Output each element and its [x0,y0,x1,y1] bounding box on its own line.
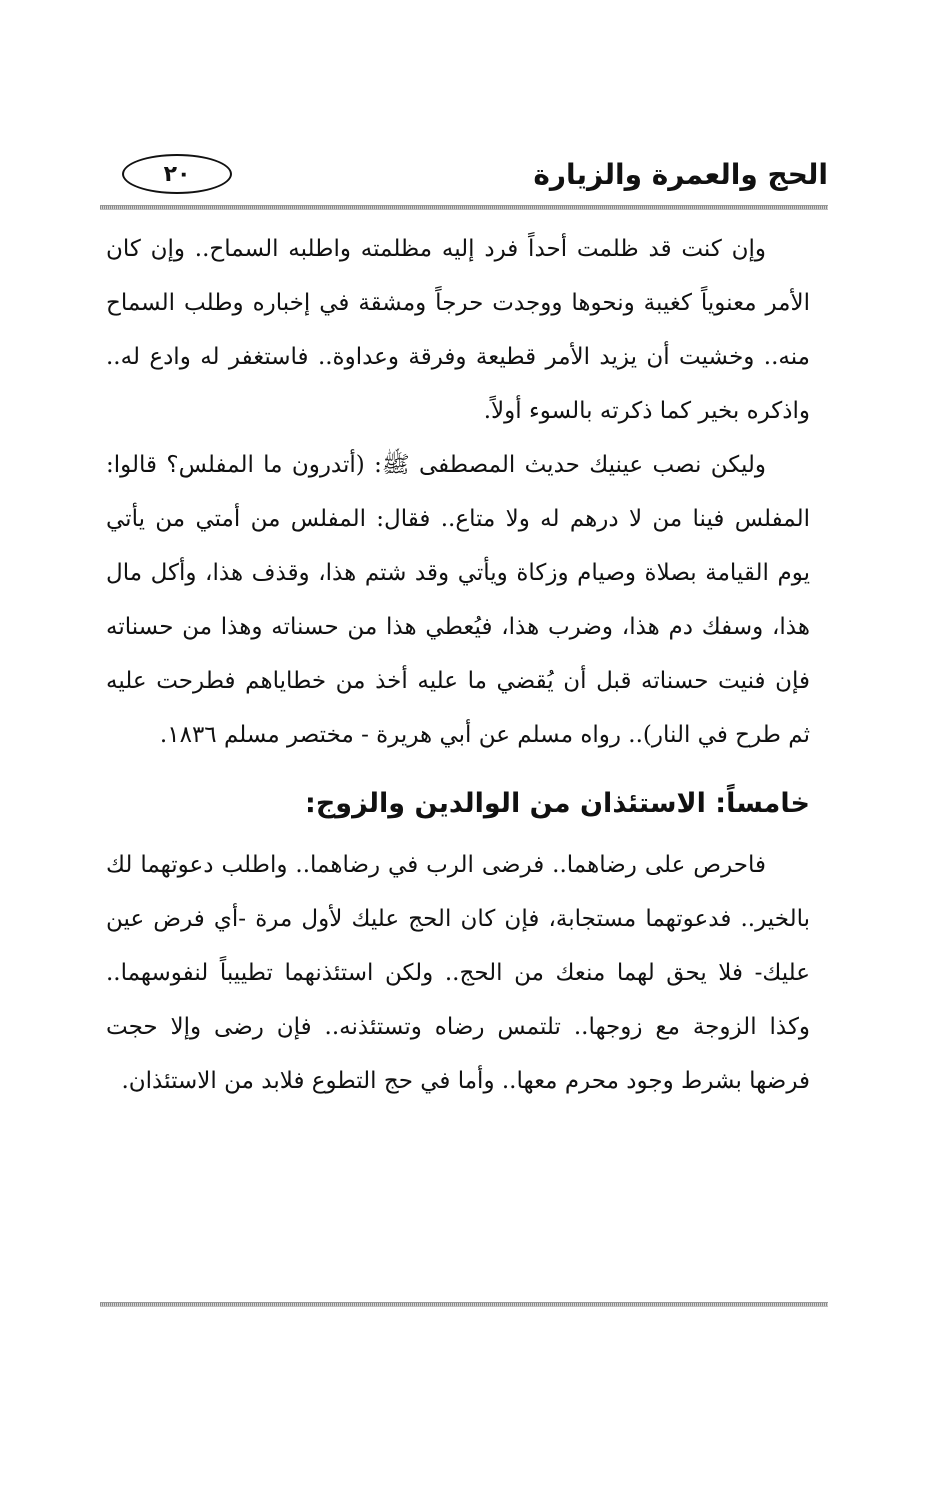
page-header [100,150,828,208]
paragraph-2: وليكن نصب عينيك حديث المصطفى ﷺ: (أتدرون ما المفلس؟ قالوا: المفلس فينا من لا درهم له ولا متاع.. فقال: المفلس من أمتي من يأتي يوم القيامة بصلاة وصيام وزكاة ويأتي وقد شتم هذا، وقذف هذا، وأكل مال هذا، وسفك دم هذا، وضرب هذا، فيُعطي هذا من حسناته وهذا من حسناته فإن فنيت حسناته قبل أن يُقضي ما عليه أخذ من خطاياهم فطرحت عليه ثم طرح في النار).. رواه مسلم عن أبي هريرة - مختصر مسلم ١٨٣٦. [106,452,810,748]
section-paragraph: فاحرص على رضاهما.. فرضى الرب في رضاهما.. واطلب دعوتهما لك بالخير.. فدعوتهما مستجابة، فإن كان الحج عليك لأول مرة -أي فرض عين عليك- فلا يحق لهما منعك من الحج.. ولكن استئذنهما تطييباً لنفوسهما.. وكذا الزوجة مع زوجها.. تلتمس رضاه وتستئذنه.. فإن رضى وإلا حجت فرضها بشرط وجود محرم معها.. وأما في حج التطوع فلابد من الاستئذان. [106,852,810,1094]
paragraph-1: وإن كنت قد ظلمت أحداً فرد إليه مظلمته واطلبه السماح.. وإن كان الأمر معنوياً كغيبة ونحوها ووجدت حرجاً ومشقة في إخباره وطلب السماح منه.. وخشيت أن يزيد الأمر قطيعة وفرقة وعداوة.. فاستغفر له وادع له.. واذكره بخير كما ذكرته بالسوء أولاً. [106,236,810,424]
page-number: ٢٠ [122,154,232,194]
header-divider [100,205,828,210]
running-title: الحج والعمرة والزيارة [533,158,828,191]
section-heading: خامساً: الاستئذان من الوالدين والزوج: [305,788,810,819]
main-text [106,222,810,1108]
footer-divider [100,1302,828,1307]
